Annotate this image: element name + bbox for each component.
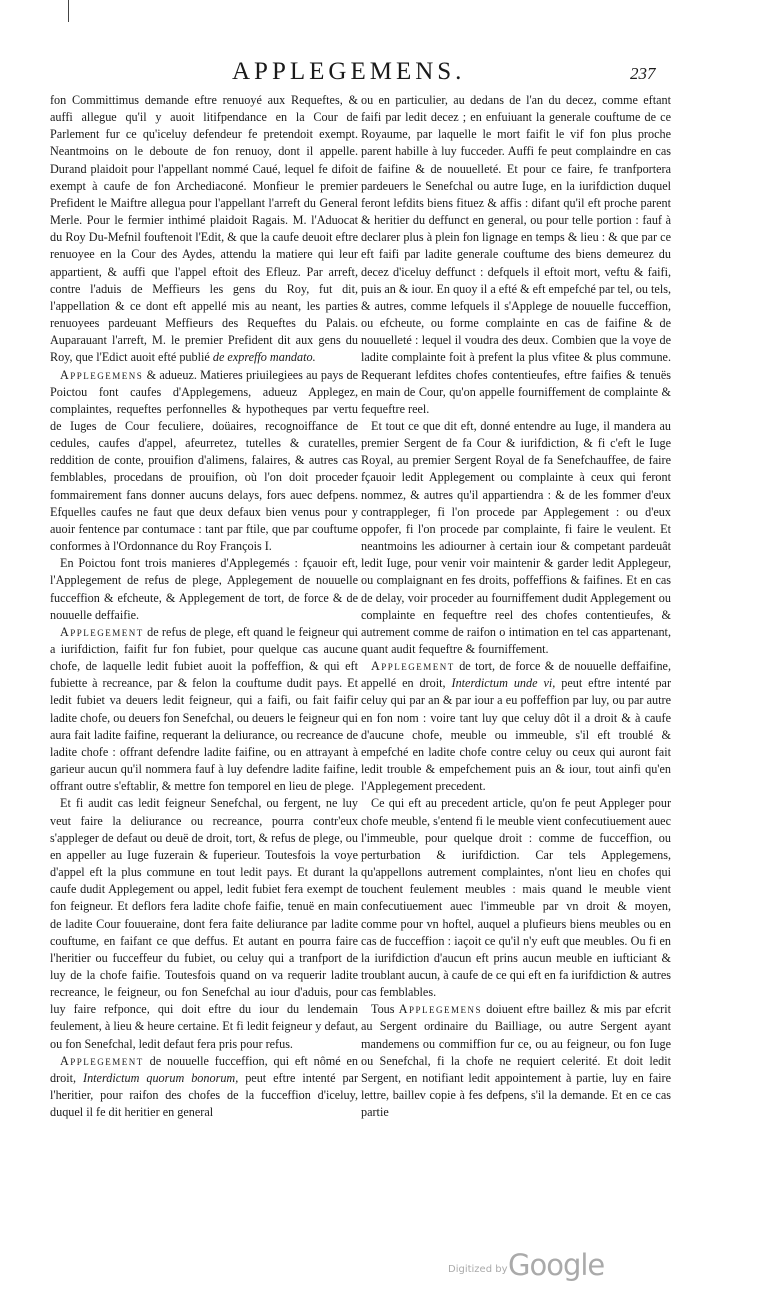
paragraph: En Poictou font trois manieres d'Applegemés : fçauoir eft, l'Applegement de refus de plege, Applegement de nouuelle fucceffion & efcheute, & Applegement de tort, de force & de nouuelle deffaifie.: [50, 556, 358, 622]
margin-mark: [68, 0, 69, 22]
paragraph: Applegemens & adueuz. Matieres priuilegiees au pays de Poictou font caufes d'Applegemens, adueuz Applegez, complaintes, requeftes perfonnelles & hypotheques par vertu de Iuges de Cour feculiere, doüaires, recognoiffance de cedules, caufes d'appel, afeurretez, tutelles & curatelles, reddition de conte, prouifion d'alimens, falaires, & autres cas femblables, procedans de prouifion, où l'on doit proceder fommairement fans donner aucuns delays, fors auec defpens. Efquelles caufes ne faut que deux defaux bien venus pour y auoir fentence par contumace : tant par ftile, que par couftume conformes à l'Ordonnance du Roy François I.: [50, 367, 358, 554]
paragraph: Applegement de tort, de force & de nouuelle deffaifine, appellé en droit, Interdictum unde vi, peut eftre intenté par celuy qui par an & par iour a eu poffeffion par luy, ou par autre en fon nom : voire tant luy que celuy dôt il a droit & à caufe d'aucune chofe, meuble ou immeuble, s'il eft troublé & empefché en ladite chofe contre celuy ou ceux qui auront fait ledit trouble & empefchement puis an & iour, tout ainfi qu'en l'Applegement precedent.: [361, 659, 672, 794]
latin-phrase: de expreffo mandato.: [212, 350, 316, 365]
running-head: [0, 58, 764, 90]
paragraph: Applegement de refus de plege, eft quand le feigneur qui a iurifdiction, faifit fur fon fubiet, pour quelque cas aucune chofe, de laquelle ledit fubiet auoit la poffeffion, & qui eft fubiette à recreance, par & felon la couftume dudit pays. Et ledit fubiet va deuers ledit feigneur, qui a faifi, ou fait faifir ladite chofe, ou deuers fon Senefchal, ou deuers le feigneur qui aura fait ladite faifine, requerant la deliurance, ou recreance de ladite chofe : offrant defendre ladite faifine, ou en attrayant à garieur aucun qu'il nommera fauf à luy defendre ladite faifine, offrant outre s'eftablir, & mettre fon temporel en lieu de plege.: [50, 624, 359, 794]
paragraph-lead: Applegemens: [398, 1002, 483, 1017]
paragraph: Ce qui eft au precedent article, qu'on fe peut Appleger pour chofe meuble, s'entend fi le meuble vient confecutiuement auec l'immeuble, pour quelque droit : comme de fucceffion, ou perturbation & iurifdiction. Car tels Applegemens, qu'appellons autrement complaintes, n'ont lieu en chofes qui touchent feulement meubles : mais quand le meuble vient confecutiuement auec l'immeuble par vn droit & moyen, comme pour vn hoftel, auquel a plufieurs biens meubles ou en cas de fucceffion : iaçoit ce qu'il n'y euft que meubles. Ou fi en la iurifdiction d'aucun eft prins aucun meuble en iufticiant & troublant aucun, à caufe de ce qui eft en fa iurifdiction & autres cas femblables.: [361, 796, 671, 1000]
paragraph-lead: Applegement: [60, 1053, 144, 1068]
paragraph: Et fi audit cas ledit feigneur Senefchal, ou fergent, ne luy veut faire la deliurance ou recreance, pourra contr'eux s'appleger de defaut ou deuë de droit, tort, & refus de plege, ou en appeller au Iuge fuzerain & fuperieur. Toutesfois la voye d'appel eft la plus commune en tout ledit pays. Et durant la caufe dudit Applegement ou appel, ledit fubiet fera exempt de fon feigneur. Et deflors fera ladite chofe faifie, tenuë en main de ladite Cour fouueraine, dont fera faite deliurance par ladite couftume, en faifant ce que deffus. Et autant en pourra faire l'heritier ou fucceffeur du fubiet, ou celuy qui a tranfport de luy de la chofe faifie. Toutesfois quand on va requerir ladite recreance, le feigneur, ou fon Senefchal au iour d'aduis, pour luy faire refponce, qui doit eftre du iour du lendemain feulement, à lieu & heure certaine. Et fi ledit feigneur y defaut, ou fon Senefchal, ledit defaut fera pris pour refus.: [50, 796, 358, 1051]
paragraph: fon Committimus demande eftre renuoyé aux Requeftes, & auffi allegue qu'il y auoit litifpendance en la Cour de Parlement fur ce qu'iceluy defendeur fe pretendoit exempt. Neantmoins on le deboute de fon renuoy, dont il appelle. Durand plaidoit pour l'appellant nommé Caué, lequel fe difoit exempt à caufe de fon Archediaconé. Monfieur le premier Prefident le Maiftre allegua pour l'appellant l'arreft du General Merle. Pour le fermier inthimé plaidoit Ragais. M. l'Aduocat du Roy Du-Mefnil fouftenoit l'Edit, & que la caufe deuoit eftre renuoyee en la Cour des Aydes, attendu la matiere qui leur appartient, & auffi que l'appel eftoit des Efleuz. Par arreft, contre l'aduis de Meffieurs les gens du Roy, fut dit, l'appellation & ce dont eft appellé mis au neant, les parties renuoyees pardeuant Meffieurs des Requeftes du Palais. Auparauant l'arreft, M. le premier Prefident dit aux gens du Roy, que l'Edict auoit efté publié de expreffo mandato.: [50, 93, 358, 365]
paragraph-lead: Applegement: [371, 659, 455, 674]
page-title: APPLEGEMENS.: [232, 58, 466, 85]
paragraph-lead: Applegement: [60, 624, 144, 639]
google-logo: Google: [508, 1248, 605, 1282]
digitized-by-text: Digitized by: [448, 1264, 508, 1275]
digitized-watermark: [448, 1248, 638, 1288]
latin-phrase: Interdictum unde vi,: [451, 676, 556, 691]
paragraph: Applegement de nouuelle fucceffion, qui eft nômé en droit, Interdictum quorum bonorum, peut eftre intenté par l'heritier, pour raifon des chofes de la fucceffion d'iceluy, duquel il fe dit heritier en general: [50, 1053, 359, 1120]
page-number: 237: [630, 64, 656, 83]
paragraph: Tous Applegemens doiuent eftre baillez & mis par efcrit au Sergent ordinaire du Bailliage, ou autre Sergent ayant mandemens ou commiffion fur ce, ou au feigneur, ou fon Iuge ou Senefchal, fi la chofe ne requiert celerité. Et doit ledit Sergent, en notifiant ledit appointement à partie, luy en faire lettre, baillev copie à fes defpens, s'il la demande. Et en ce cas partie: [361, 1002, 672, 1120]
paragraph-lead: Applegemens: [60, 367, 144, 382]
paragraph: ou en particulier, au dedans de l'an du decez, comme eftant faifi par ledit decez ; en enfuiuant la generale couftume de ce Royaume, par laquelle le mort faifit le vif fon plus proche parent habille à luy fucceder. Auffi fe peut complaindre en cas de faifine & de nouuelleté. Et pour ce faire, fe tranfportera pardeuers le Senefchal ou autre Iuge, en la iurifdiction duquel feront lefdits biens fituez & affis : difant qu'il eft proche parent & heritier du deffunct en general, ou pour telle portion : fauf à declarer plus à plein fon lignage en temps & lieu : & que par ce eft faifi par ladite generale couftume des biens demeurez du decez d'iceluy deffunct : defquels il eftoit mort, veftu & faifi, puis an & iour. En quoy il a efté & eft empefché par tel, ou tels, & autres, comme lefquels il s'Applege de nouuelle fucceffion, ou efcheute, ou forme complainte en cas de faifine & de nouuelleté : lequel il voudra des deux. Combien que la voye de ladite complainte foit à prefent la plus vfitee & plus commune. Requerant lefdites chofes contentieufes, eftre faifies & tenuës en main de Cour, qu'on appelle fourniffement de complainte & fequeftre reel.: [361, 93, 672, 416]
right-column: [361, 92, 671, 1121]
paragraph: Et tout ce que dit eft, donné entendre au Iuge, il mandera au premier Sergent de fa Cour & iurifdiction, & fi c'eft le Iuge Royal, au premier Sergent Royal de fa Senefchauffee, de faire fçauoir ledit Applegement ou complainte à ceux qui feront nommez, & autres qu'il appartiendra : & de les fommer d'eux contrappleger, fi l'on procede par Applegement : ou d'eux oppofer, fi l'on procede par complainte, fi faire le veulent. Et neantmoins les adiourner à certain iour & competant pardeuât ledit Iuge, pour venir voir maintenir & garder ledit Applegeur, ou complaignant en fes droits, poffeffions & faifines. Et en cas de delay, voir proceder au fourniffement dudit Applegement ou complainte en fequeftre reel des chofes contentieufes, & autrement comme de raifon o intimation en tel cas appartenant, quant audit fequeftre & fourniffement.: [361, 418, 671, 656]
left-column: [50, 92, 358, 1121]
latin-phrase: Interdictum quorum bonorum,: [83, 1070, 239, 1085]
